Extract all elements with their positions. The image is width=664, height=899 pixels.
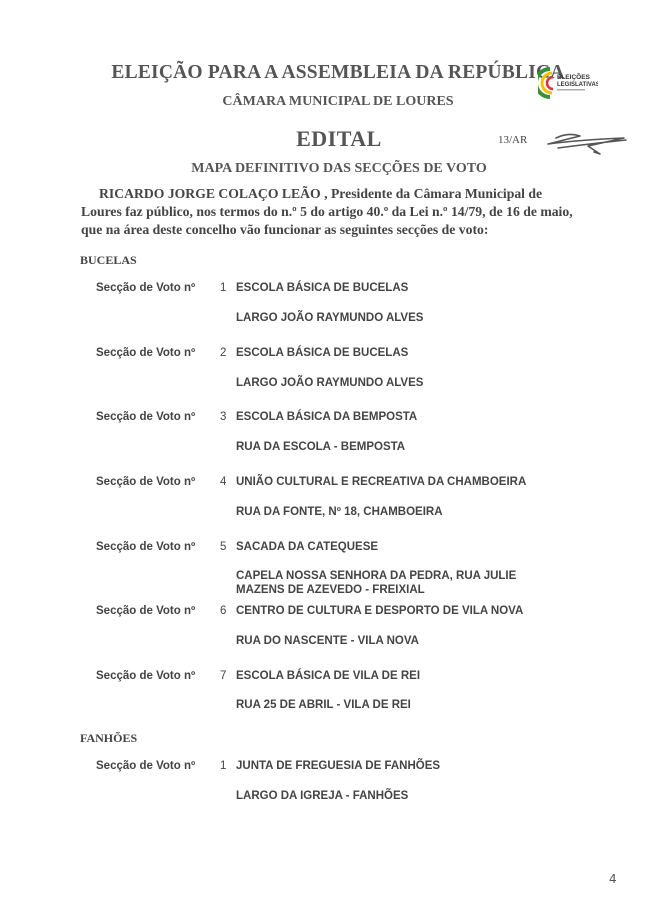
locality-heading: FANHÕES: [80, 731, 138, 745]
section-label: Secção de Voto nº: [96, 282, 196, 294]
logo-line1: ELEIÇÕES: [557, 74, 590, 81]
section-label: Secção de Voto nº: [96, 347, 196, 359]
section-number: 6: [220, 605, 227, 617]
section-number: 7: [220, 670, 227, 682]
section-venue: JUNTA DE FREGUESIA DE FANHÕES: [236, 760, 441, 772]
section-number: 4: [220, 476, 227, 488]
map-heading: MAPA DEFINITIVO DAS SECÇÕES DE VOTO: [191, 161, 487, 176]
section-venue: ESCOLA BÁSICA DE BUCELAS: [236, 347, 409, 359]
section-address: LARGO JOÃO RAYMUNDO ALVES: [236, 377, 424, 389]
section-address: CAPELA NOSSA SENHORA DA PEDRA, RUA JULIE MAZENS DE AZEVEDO - FREIXIAL: [236, 570, 517, 596]
section-number: 2: [220, 347, 227, 359]
document-type-heading: EDITAL: [296, 126, 382, 151]
document-subtitle: CÂMARA MUNICIPAL DE LOURES: [222, 94, 454, 109]
intro-line-3: que na área deste concelho vão funcionar as seguintes secções de voto:: [81, 222, 489, 237]
section-label: Secção de Voto nº: [96, 605, 196, 617]
section-venue: CENTRO DE CULTURA E DESPORTO DE VILA NOVA: [236, 605, 524, 617]
logo-line2: LEGISLATIVAS: [557, 82, 598, 88]
reference-number: 13/AR: [498, 134, 528, 146]
section-venue: ESCOLA BÁSICA DE VILA DE REI: [236, 670, 421, 682]
signature-icon: [528, 128, 632, 162]
section-number: 1: [220, 282, 227, 294]
section-address: RUA DO NASCENTE - VILA NOVA: [236, 635, 419, 647]
section-label: Secção de Voto nº: [96, 476, 196, 488]
eleicoes-legislativas-logo-icon: [538, 66, 598, 100]
section-number: 3: [220, 411, 227, 423]
section-number: 1: [220, 760, 227, 772]
section-label: Secção de Voto nº: [96, 411, 196, 423]
intro-paragraph: [81, 185, 601, 239]
section-address: RUA DA ESCOLA - BEMPOSTA: [236, 441, 406, 453]
section-label: Secção de Voto nº: [96, 670, 196, 682]
section-label: Secção de Voto nº: [96, 760, 196, 772]
document-title: ELEIÇÃO PARA A ASSEMBLEIA DA REPÚBLICA: [111, 62, 565, 83]
section-address: LARGO JOÃO RAYMUNDO ALVES: [236, 312, 424, 324]
section-address: RUA DA FONTE, Nº 18, CHAMBOEIRA: [236, 506, 443, 518]
section-address: LARGO DA IGREJA - FANHÕES: [236, 790, 409, 802]
section-venue: SACADA DA CATEQUESE: [236, 541, 379, 553]
locality-heading: BUCELAS: [80, 253, 137, 267]
section-venue: ESCOLA BÁSICA DE BUCELAS: [236, 282, 409, 294]
section-number: 5: [220, 541, 227, 553]
page-mark: 4: [609, 872, 617, 886]
section-label: Secção de Voto nº: [96, 541, 196, 553]
section-address: RUA 25 DE ABRIL - VILA DE REI: [236, 699, 411, 711]
intro-line-2: Loures faz público, nos termos do n.º 5 do artigo 40.º da Lei n.º 14/79, de 16 de maio,: [81, 204, 573, 219]
intro-line-1: RICARDO JORGE COLAÇO LEÃO , Presidente da Câmara Municipal de: [99, 186, 543, 201]
section-venue: ESCOLA BÁSICA DA BEMPOSTA: [236, 411, 418, 423]
section-venue: UNIÃO CULTURAL E RECREATIVA DA CHAMBOEIRA: [236, 476, 527, 488]
